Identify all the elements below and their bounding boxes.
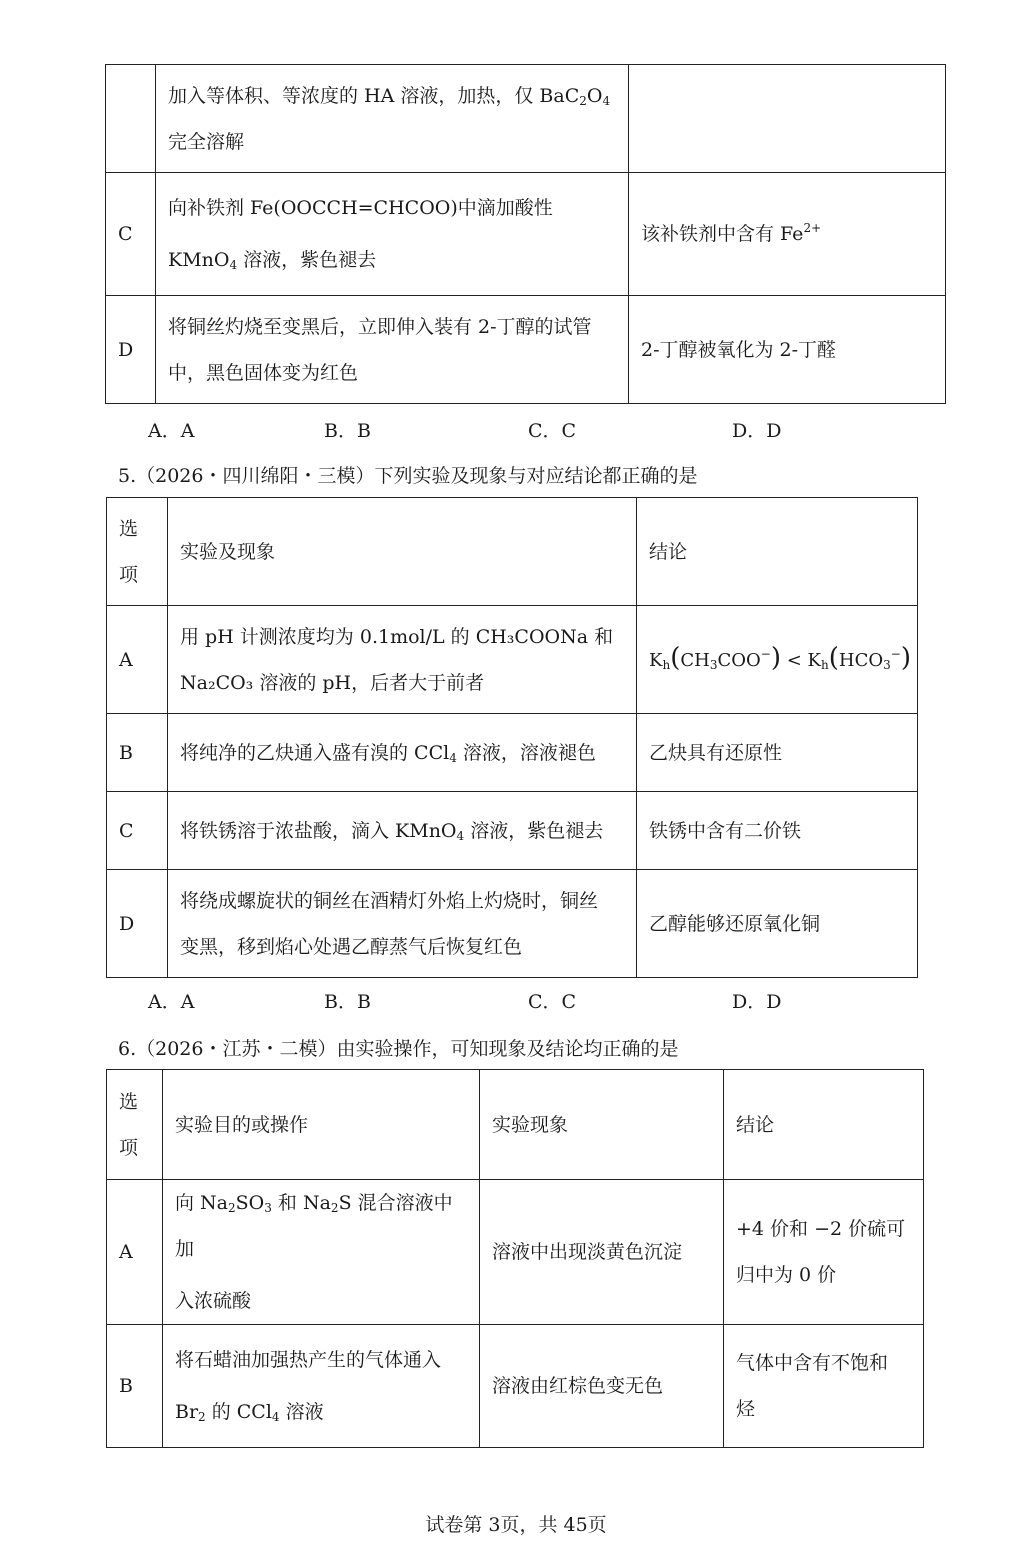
choice-d[interactable]: D．D: [732, 420, 782, 442]
choice-c[interactable]: C．C: [528, 991, 577, 1013]
q4-row-label: D: [106, 296, 156, 404]
q4-choices: [148, 416, 781, 443]
q5-row-label: A: [107, 606, 168, 714]
q5-row-experiment: 将铁锈溶于浓盐酸，滴入 KMnO$_4$ 溶液，紫色褪去: [168, 792, 637, 870]
q6-row-conclusion: 气体中含有不饱和 烃: [724, 1325, 924, 1448]
q5-row-experiment: 将纯净的乙炔通入盛有溴的 CCl$_4$ 溶液，溶液褪色: [168, 714, 637, 792]
q5-table: [106, 497, 918, 978]
q6-row-phenomenon: 溶液中出现淡黄色沉淀: [480, 1180, 724, 1325]
choice-d[interactable]: D．D: [732, 991, 782, 1013]
q4-row-label: C: [106, 173, 156, 296]
q6-row-phenomenon: 溶液由红棕色变无色: [480, 1325, 724, 1448]
q6-row-conclusion: +4 价和 −2 价硫可 归中为 0 价: [724, 1180, 924, 1325]
choice-a[interactable]: A．A: [148, 420, 195, 442]
q5-row-label: B: [107, 714, 168, 792]
q6-header-option: 选 项: [107, 1070, 163, 1180]
q4-row-label: [106, 65, 156, 173]
q5-row-conclusion: 乙炔具有还原性: [637, 714, 918, 792]
q4-row-experiment: 向补铁剂 Fe(OOCCH=CHCOO)中滴加酸性 KMnO$_4$ 溶液，紫色褪去: [156, 173, 629, 296]
q5-row-label: C: [107, 792, 168, 870]
q5-row-label: D: [107, 870, 168, 978]
choice-b[interactable]: B．B: [324, 991, 371, 1013]
q4-row-experiment: 加入等体积、等浓度的 HA 溶液，加热，仅 $BaC_2O_4$ 完全溶解: [156, 65, 629, 173]
q6-header-operation: 实验目的或操作: [163, 1070, 480, 1180]
q4-table: [105, 64, 946, 404]
q5-header-option: 选 项: [107, 498, 168, 606]
choice-c[interactable]: C．C: [528, 420, 577, 442]
q5-row-conclusion: 乙醇能够还原氧化铜: [637, 870, 918, 978]
q6-row-operation: 将石蜡油加强热产生的气体通入 $Br_2$ 的 CCl$_4$ 溶液: [163, 1325, 480, 1448]
q5-title: 5.（2026・四川绵阳・三模）下列实验及现象与对应结论都正确的是: [118, 465, 698, 487]
q4-row-experiment: 将铜丝灼烧至变黑后，立即伸入装有 2-丁醇的试管 中，黑色固体变为红色: [156, 296, 629, 404]
q5-row-conclusion: 铁锈中含有二价铁: [637, 792, 918, 870]
q5-header-experiment: 实验及现象: [168, 498, 637, 606]
q6-header-conclusion: 结论: [724, 1070, 924, 1180]
q6-title: 6.（2026・江苏・二模）由实验操作，可知现象及结论均正确的是: [118, 1038, 679, 1060]
q6-header-phenomenon: 实验现象: [480, 1070, 724, 1180]
choice-b[interactable]: B．B: [324, 420, 371, 442]
q4-row-conclusion: 该补铁剂中含有 $Fe^{2+}$: [629, 173, 946, 296]
q5-row-experiment: 将绕成螺旋状的铜丝在酒精灯外焰上灼烧时，铜丝 变黑，移到焰心处遇乙醇蒸气后恢复红色: [168, 870, 637, 978]
q6-row-label: B: [107, 1325, 163, 1448]
q5-row-experiment: 用 pH 计测浓度均为 0.1mol/L 的 CH₃COONa 和 Na₂CO₃ 溶液的 pH，后者大于前者: [168, 606, 637, 714]
q6-row-operation: 向 $Na_2SO_3$ 和 $Na_2S$ 混合溶液中加 入浓硫酸: [163, 1180, 480, 1325]
page-footer: 试卷第 3页，共 45页: [425, 1514, 607, 1536]
q6-table: [106, 1069, 924, 1448]
q6-row-label: A: [107, 1180, 163, 1325]
q4-row-conclusion: 2-丁醇被氧化为 2-丁醛: [629, 296, 946, 404]
choice-a[interactable]: A．A: [148, 991, 195, 1013]
q5-header-conclusion: 结论: [637, 498, 918, 606]
q4-row-conclusion: [629, 65, 946, 173]
q5-choices: [148, 987, 781, 1014]
q5-row-conclusion-formula: $K_h(CH_3COO^-) < K_h(HCO_3^-)$: [637, 606, 918, 714]
